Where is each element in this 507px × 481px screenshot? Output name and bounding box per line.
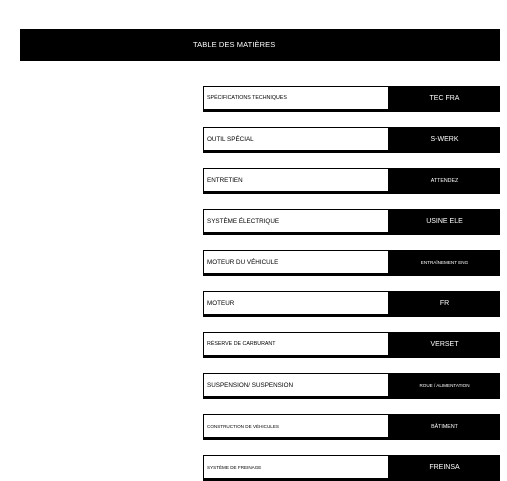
- toc-label-box: [204, 169, 388, 191]
- toc-code: FR: [439, 300, 450, 307]
- toc-label: SYSTÈME DE FREINAGE: [207, 465, 262, 470]
- toc-label: CONSTRUCTION DE VÉHICULES: [207, 424, 279, 429]
- toc-label: MOTEUR DU VÉHICULE: [207, 259, 279, 266]
- toc-code: ENTRAÎNEMENT ENG: [420, 260, 469, 265]
- toc-label: SYSTÈME ÉLECTRIQUE: [207, 218, 280, 225]
- toc-entry-suspension[interactable]: [203, 373, 500, 399]
- toc-entry-maintenance[interactable]: [203, 168, 500, 194]
- toc-entry-vehicle-construction[interactable]: [203, 414, 500, 440]
- toc-label-box: [204, 374, 388, 396]
- toc-code: ATTENDEZ: [430, 178, 459, 184]
- toc-label-box: [204, 251, 388, 273]
- toc-label-box: [204, 292, 388, 314]
- toc-code: VERSET: [430, 341, 459, 348]
- toc-label: SUSPENSION/ SUSPENSION: [207, 382, 294, 389]
- toc-entry-technical-specifications[interactable]: [203, 86, 500, 112]
- toc-entry-special-tool[interactable]: [203, 127, 500, 153]
- toc-code: ROUE / ALIMENTATION: [419, 383, 470, 388]
- toc-entry-braking-system[interactable]: [203, 455, 500, 481]
- toc-entry-engine[interactable]: [203, 291, 500, 317]
- toc-entry-vehicle-engine[interactable]: [203, 250, 500, 276]
- toc-label: MOTEUR: [207, 300, 235, 307]
- toc-label: RÉSERVE DE CARBURANT: [207, 341, 276, 347]
- toc-label-box: [204, 210, 388, 232]
- toc-entry-electrical-system[interactable]: [203, 209, 500, 235]
- toc-label-box: [204, 87, 388, 109]
- toc-code: S-WERK: [430, 136, 459, 143]
- toc-code: FREINSA: [429, 464, 460, 471]
- toc-label-box: [204, 128, 388, 150]
- toc-label-box: [204, 456, 388, 478]
- toc-entry-fuel-reserve[interactable]: [203, 332, 500, 358]
- toc-code: USINE ELE: [426, 218, 463, 225]
- page-title: TABLE DES MATIÈRES: [193, 40, 276, 49]
- toc-label: SPÉCIFICATIONS TECHNIQUES: [207, 95, 287, 101]
- toc-label-box: [204, 333, 388, 355]
- toc-label: OUTIL SPÉCIAL: [207, 136, 254, 143]
- toc-label-box: [204, 415, 388, 437]
- toc-label: ENTRETIEN: [207, 177, 243, 184]
- toc-code: BÂTIMENT: [431, 424, 458, 430]
- page-header: [20, 29, 500, 61]
- toc-code: TEC FRA: [429, 95, 460, 102]
